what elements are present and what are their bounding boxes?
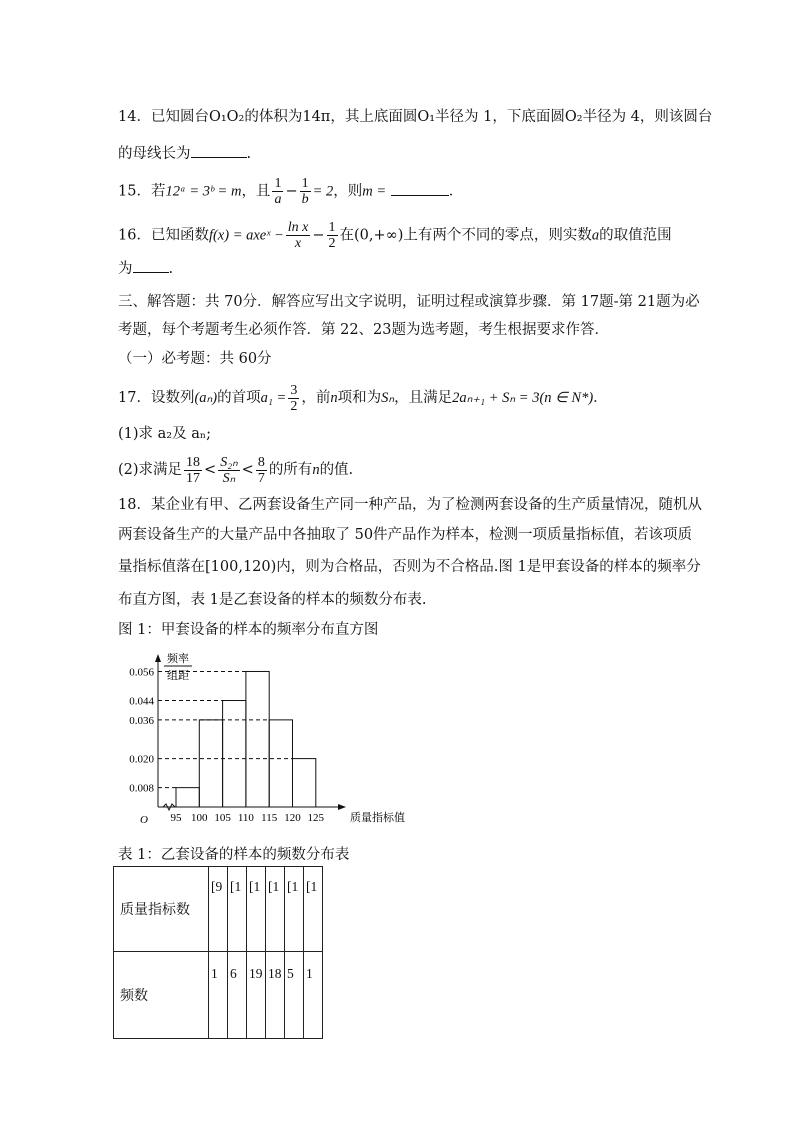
table-cell: [9 (209, 867, 228, 952)
q15-frac-a: $\frac{1}{a}$ (274, 176, 282, 207)
frequency-table (113, 866, 323, 1039)
section3-line1: 三、解答题：共 70分．解答应写出文字说明，证明过程或演算步骤．第 17题-第 21题为必 (118, 294, 700, 310)
table-cell: [1 (247, 867, 266, 952)
q15-equation: 12ᵃ = 3ᵇ = m (165, 183, 242, 200)
q14-line2 (118, 143, 684, 165)
y-tick-label: 0.020 (129, 753, 154, 766)
q15-mid: ，且 (241, 183, 271, 200)
q17-frac-a1: $\frac{3}{2}$ (290, 382, 298, 414)
y-axis-label-top: 频率 (167, 652, 189, 665)
q16-frac-half: $\frac{1}{2}$ (328, 220, 336, 251)
q16-line2: 为 . (118, 258, 684, 280)
q17-relation: 2aₙ₊₁ + Sₙ = 3(n ∈ N*) (452, 390, 594, 406)
q18-line4: 布直方图，表 1是乙套设备的样本的频数分布表. (118, 592, 427, 608)
table-cell: 1 (209, 952, 228, 1039)
q15-prefix: 15．若 (118, 183, 166, 200)
q16-function: f(x) = axeˣ − (208, 227, 284, 244)
q16-mid: 在(0,+∞)上有两个不同的零点，则实数 (339, 227, 592, 244)
table-cell: 19 (247, 952, 266, 1039)
histogram-bar (223, 701, 246, 807)
table-caption: 表 1：乙套设备的样本的频数分布表 (118, 847, 350, 863)
y-tick-label: 0.008 (129, 782, 154, 795)
histogram-chart (118, 648, 418, 830)
x-tick-label: 115 (261, 812, 278, 824)
table-cell: 5 (285, 952, 304, 1039)
origin-label: O (140, 814, 148, 826)
chart-bars (176, 671, 316, 807)
x-axis-label: 质量指标值 (350, 811, 405, 824)
q14-end: . (246, 146, 252, 162)
section3-line2: 考题，每个考题考生必须作答．第 22、23题为选考题，考生根据要求作答． (118, 322, 610, 338)
q16-line1: 16．已知函数f(x) = axeˣ − $\frac{\text{ln x}}{x}$ − $\frac{1}{2}$ 在(0,+∞)上有两个不同的零点，则实数a的取值范围 (118, 220, 672, 251)
table-cell: [1 (228, 867, 247, 952)
table-row (114, 867, 323, 952)
q16-prefix: 16．已知函数 (118, 227, 209, 244)
y-axis-label-bottom: 组距 (167, 669, 189, 682)
x-tick-label: 105 (214, 812, 231, 824)
section3-subheading: （一）必考题：共 60分 (118, 351, 272, 367)
x-tick-label: 110 (237, 812, 254, 824)
table-cell: 6 (228, 952, 247, 1039)
table-cell: [1 (266, 867, 285, 952)
table-header-cell: 频数 (114, 952, 209, 1039)
answer-blank (391, 181, 449, 196)
histogram-bar (246, 671, 269, 807)
x-axis-arrow (338, 804, 346, 810)
table-cell: [1 (285, 867, 304, 952)
q17-line1: 17．设数列(aₙ)的首项a₁ = $\frac{3}{2}$ ，前n项和为Sₙ，且满足2aₙ₊₁ + Sₙ = 3(n ∈ N*)． (118, 382, 608, 414)
table-cell: 18 (266, 952, 285, 1039)
q14-line1: 14．已知圆台O₁O₂的体积为14π，其上底面圆O₁半径为 1，下底面圆O₂半径为 4，则该圆台 (118, 109, 713, 125)
q18-line3: 量指标值落在[100,120)内，则为合格品，否则为不合格品.图 1是甲套设备的样本的频率分 (118, 559, 701, 575)
answer-blank (191, 143, 247, 158)
q17-part1: (1)求 a₂及 aₙ; (118, 426, 212, 442)
y-tick-label: 0.036 (129, 714, 154, 727)
q15-frac-b: $\frac{1}{b}$ (301, 176, 309, 207)
histogram-bar (176, 788, 199, 807)
x-tick-label: 120 (284, 812, 301, 824)
q18-line1: 18．某企业有甲、乙两套设备生产同一种产品，为了检测两套设备的生产质量情况，随机从 (118, 497, 702, 513)
x-tick-label: 125 (307, 812, 325, 824)
q15-then: ，则 (333, 183, 363, 200)
x-tick-label: 95 (170, 812, 182, 824)
figure-caption: 图 1：甲套设备的样本的频率分布直方图 (118, 622, 379, 638)
table-header-cell: 质量指标数 (114, 867, 209, 952)
table-row (114, 952, 323, 1039)
y-axis-arrow (155, 654, 161, 662)
q18-line2: 两套设备生产的大量产品中各抽取了 50件产品作为样本，检测一项质量指标值，若该项质 (118, 527, 693, 543)
q15-line: 15．若12ᵃ = 3ᵇ = m，且 $\frac{1}{a}$ − $\frac{1}{b}$ = 2，则m = ． (118, 176, 464, 207)
table-cell: [1 (304, 867, 323, 952)
x-tick-label: 100 (191, 812, 208, 824)
chart-labels (129, 651, 405, 826)
q14-text: 的母线长为 (118, 146, 191, 162)
q16-frac-ln: $\frac{\text{ln x}}{x}$ (287, 220, 309, 251)
histogram-bar (199, 720, 222, 807)
q17-part2: (2)求满足 $\frac{18}{17}$ < $\frac{\text{S₂ₙ}}{\text{Sₙ}}$ < $\frac{8}{7}$ 的所有n的值. (118, 454, 354, 486)
answer-blank (133, 258, 169, 273)
y-tick-label: 0.044 (129, 695, 154, 708)
table-cell: 1 (304, 952, 323, 1039)
histogram-bar (293, 759, 316, 807)
y-tick-label: 0.056 (129, 666, 154, 679)
histogram-bar (269, 720, 292, 807)
